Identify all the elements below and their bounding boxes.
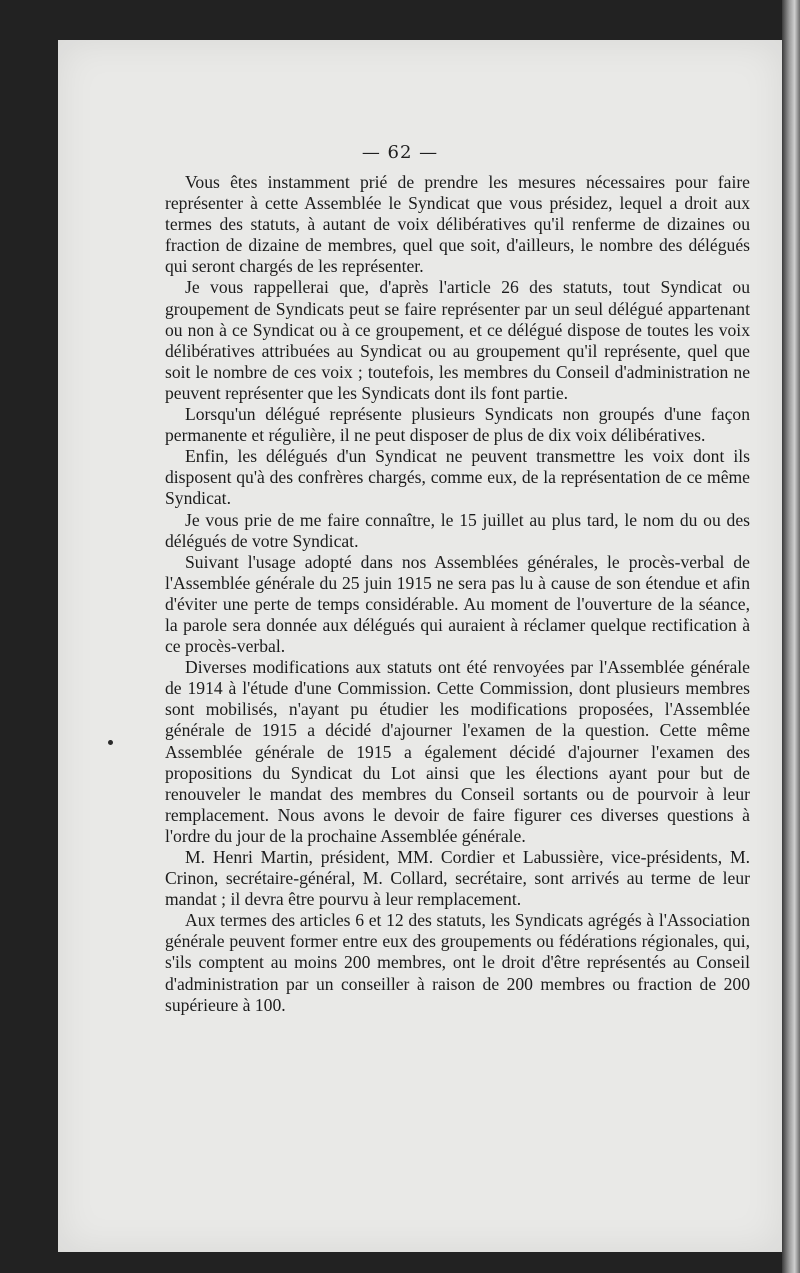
paragraph-4: Enfin, les délégués d'un Syndicat ne peuvent transmettre les voix dont ils disposent qu'à des confrères chargés, comme eux, de la représentation de ce même Syndicat.: [165, 446, 750, 509]
paragraph-5: Je vous prie de me faire connaître, le 15 juillet au plus tard, le nom du ou des délégués de votre Syndicat.: [165, 509, 750, 551]
margin-dot: [108, 740, 113, 745]
body-text: [165, 172, 750, 1016]
book-binding-edge: [782, 0, 800, 1273]
paragraph-7: Diverses modifications aux statuts ont été renvoyées par l'Assemblée générale de 1914 à l'étude d'une Commission. Cette Commission, dont plusieurs membres sont mobilisés, n'ayant pu étudier les modifications proposées, l'Assemblée générale de 1915 a décidé d'ajourner l'examen de la question. Cette même Assemblée générale de 1915 a également décidé d'ajourner l'examen des propositions du Syndicat du Lot ainsi que les élections ayant pour but de renouveler le mandat des membres du Conseil sortants ou de pourvoir à leur remplacement. Nous avons le devoir de faire figurer ces diverses questions à l'ordre du jour de la prochaine Assemblée générale.: [165, 657, 750, 846]
paragraph-9: Aux termes des articles 6 et 12 des statuts, les Syndicats agrégés à l'Association générale peuvent former entre eux des groupements ou fédérations régionales, qui, s'ils comptent au moins 200 membres, ont le droit d'être représentés au Conseil d'administration par un conseiller à raison de 200 membres ou fraction de 200 supérieure à 100.: [165, 910, 750, 1015]
paragraph-2: Je vous rappellerai que, d'après l'article 26 des statuts, tout Syndicat ou groupement de Syndicats peut se faire représenter par un seul délégué appartenant ou non à ce Syndicat ou à ce groupement, et ce délégué dispose de toutes les voix délibératives attribuées au Syndicat ou au groupement qu'il représente, quel que soit le nombre de ces voix ; toutefois, les membres du Conseil d'administration ne peuvent représenter que les Syndicats dont ils font partie.: [165, 277, 750, 403]
paragraph-8: M. Henri Martin, président, MM. Cordier et Labussière, vice-présidents, M. Crinon, secrétaire-général, M. Collard, secrétaire, sont arrivés au terme de leur mandat ; il devra être pourvu à leur remplacement.: [165, 847, 750, 910]
page-number: — 62 —: [361, 142, 439, 163]
paragraph-1: Vous êtes instamment prié de prendre les mesures nécessaires pour faire représenter à cette Assemblée le Syndicat que vous présidez, lequel a droit aux termes des statuts, à autant de voix délibératives qu'il renferme de dizaines ou fraction de dizaine de membres, quel que soit, d'ailleurs, le nombre des délégués qui seront chargés de les représenter.: [165, 172, 750, 277]
paragraph-6: Suivant l'usage adopté dans nos Assemblées générales, le procès-verbal de l'Assemblée générale du 25 juin 1915 ne sera pas lu à cause de son étendue et afin d'éviter une perte de temps considérable. Au moment de l'ouverture de la séance, la parole sera donnée aux délégués qui auraient à réclamer quelque rectification à ce procès-verbal.: [165, 551, 750, 657]
paragraph-3: Lorsqu'un délégué représente plusieurs Syndicats non groupés d'une façon permanente et régulière, il ne peut disposer de plus de dix voix délibératives.: [165, 404, 750, 446]
